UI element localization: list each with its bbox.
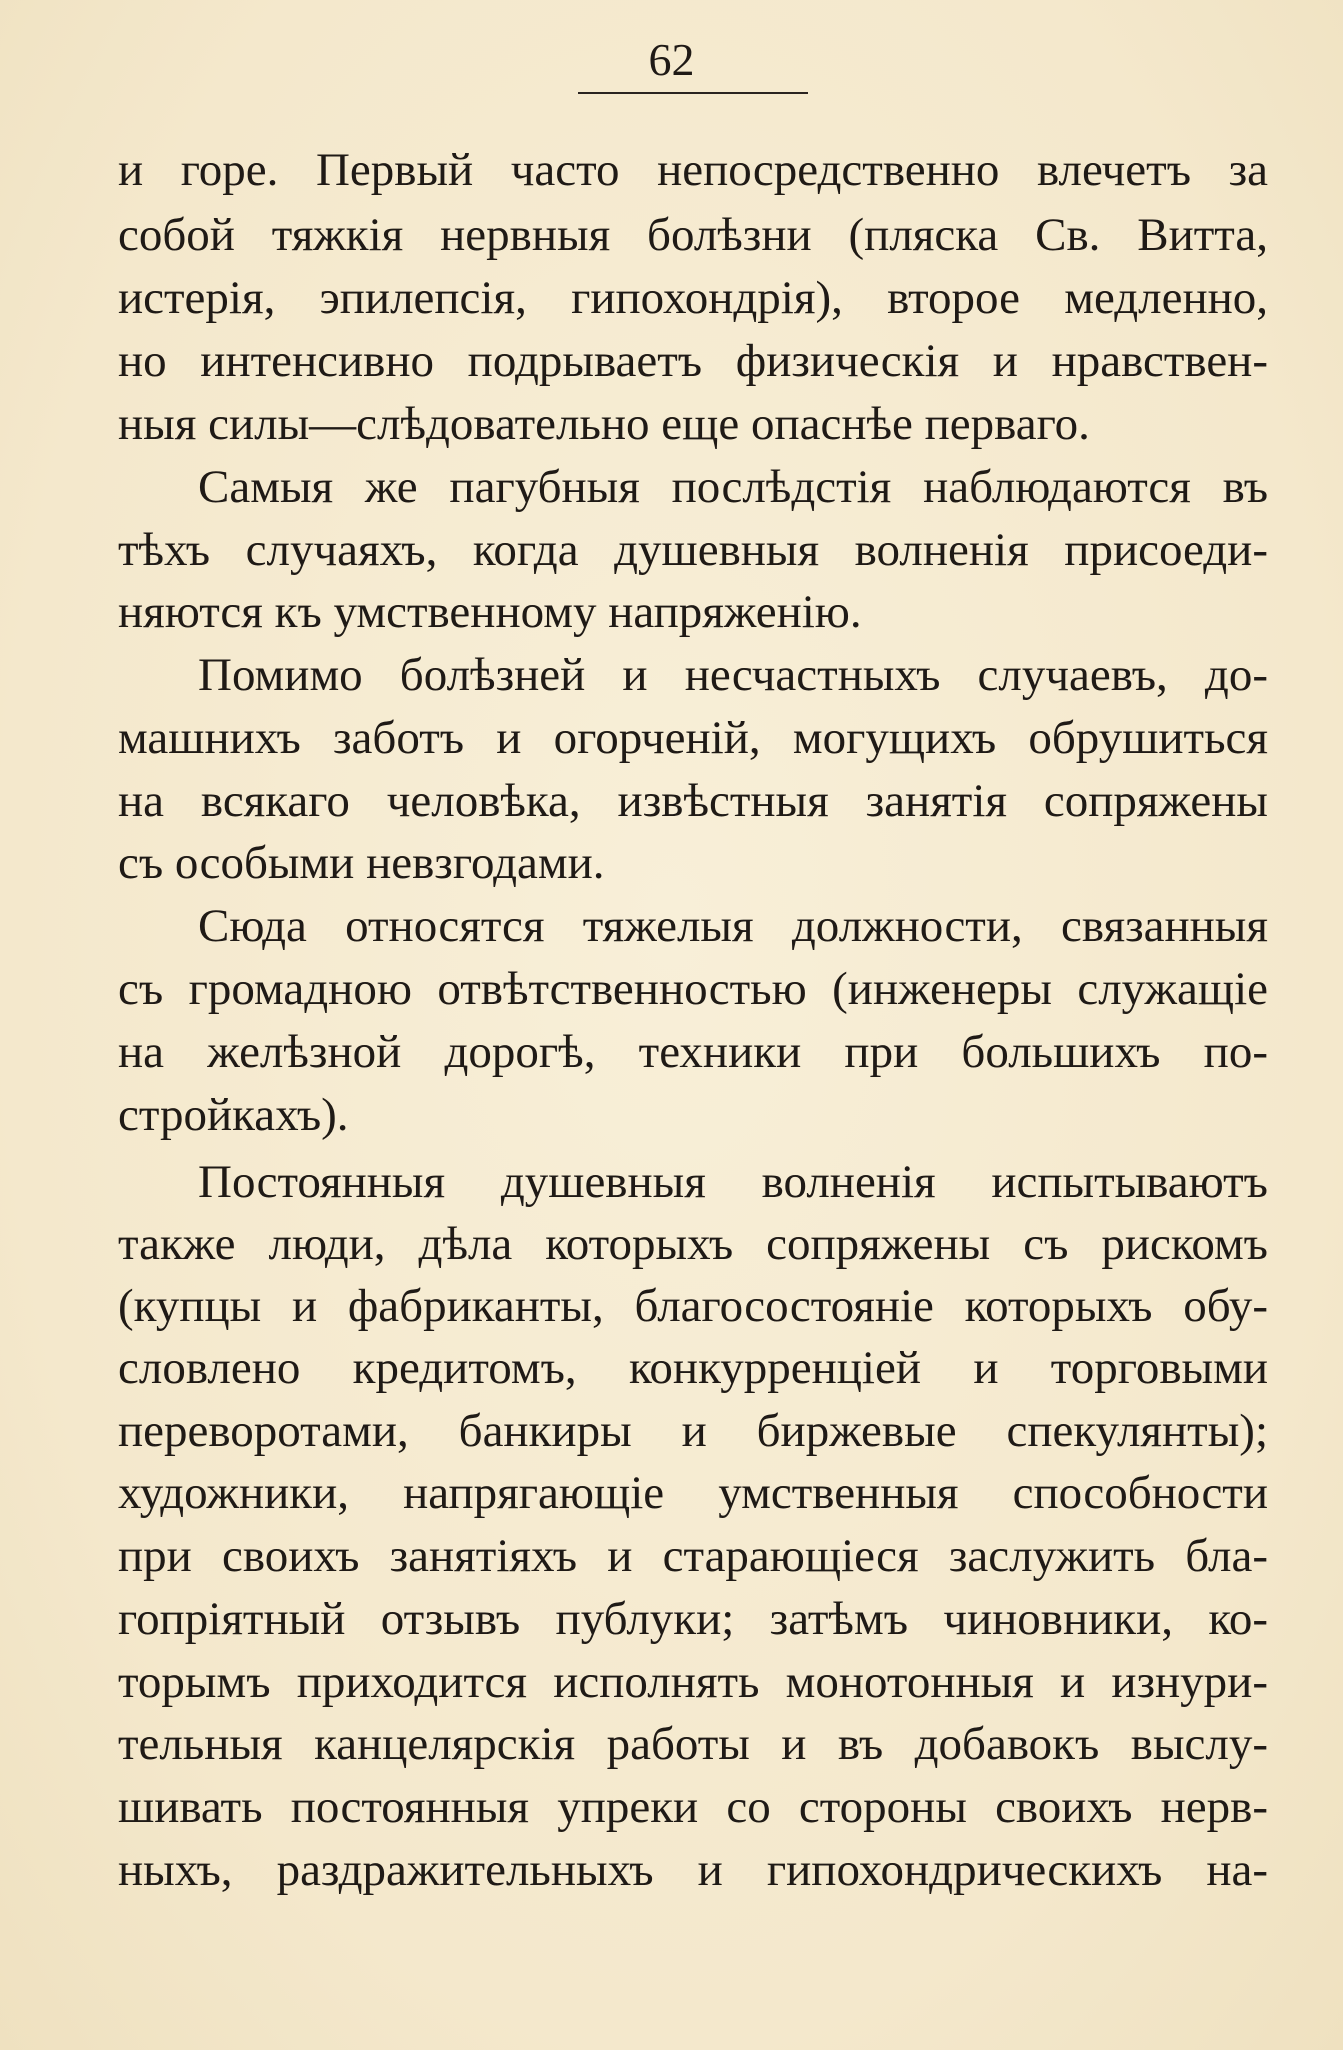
text-line: Помимо болѣзней и несчастныхъ случаевъ, до- (198, 649, 1268, 701)
text-line: торымъ приходится исполнять монотонныя и изнури- (118, 1656, 1268, 1708)
text-line: гопріятный отзывъ публуки; затѣмъ чиновники, ко- (118, 1593, 1268, 1645)
text-line: съ особыми невзгодами. (118, 837, 605, 889)
text-line: словлено кредитомъ, конкурренціей и торговыми (118, 1342, 1268, 1394)
page-number: 62 (648, 34, 695, 85)
text-line: переворотами, банкиры и биржевые спекулянты); (118, 1405, 1268, 1457)
text-line: собой тяжкія нервныя болѣзни (пляска Св. Витта, (118, 209, 1268, 261)
text-line: тельныя канцелярскія работы и въ добавокъ выслу- (118, 1718, 1268, 1770)
text-line: съ громадною отвѣтственностью (инженеры служащіе (118, 963, 1268, 1015)
text-line: художники, напрягающіе умственныя способности (118, 1467, 1268, 1519)
text-line: тѣхъ случаяхъ, когда душевныя волненія присоеди- (118, 524, 1268, 576)
text-line: но интенсивно подрываетъ физическія и нравствен- (118, 335, 1268, 387)
header-rule (578, 92, 808, 94)
text-line: на желѣзной дорогѣ, техники при большихъ по- (118, 1026, 1268, 1078)
text-line: машнихъ заботъ и огорченій, могущихъ обрушиться (118, 712, 1268, 764)
text-line: также люди, дѣла которыхъ сопряжены съ рискомъ (118, 1218, 1268, 1270)
text-line: шивать постоянныя упреки со стороны своихъ нерв- (118, 1781, 1268, 1833)
text-line: на всякаго человѣка, извѣстныя занятія сопряжены (118, 775, 1268, 827)
text-line: и горе. Первый часто непосредственно влечетъ за (118, 144, 1268, 196)
text-line: при своихъ занятіяхъ и старающіеся заслужить бла- (118, 1530, 1268, 1582)
text-line: няются къ умственному напряженію. (118, 586, 862, 638)
text-line: Самыя же пагубныя послѣдстія наблюдаются въ (198, 461, 1268, 513)
text-line: Постоянныя душевныя волненія испытываютъ (198, 1156, 1268, 1208)
text-line: Сюда относятся тяжелыя должности, связанныя (198, 900, 1268, 952)
text-line: истерія, эпилепсія, гипохондрія), второе медленно, (118, 272, 1268, 324)
text-line: стройкахъ). (118, 1089, 349, 1141)
text-line: (купцы и фабриканты, благосостояніе которыхъ обу- (118, 1280, 1268, 1332)
text-line: ныхъ, раздражительныхъ и гипохондрическихъ на- (118, 1844, 1268, 1896)
text-line: ныя силы—слѣдовательно еще опаснѣе перваго. (118, 398, 1090, 450)
